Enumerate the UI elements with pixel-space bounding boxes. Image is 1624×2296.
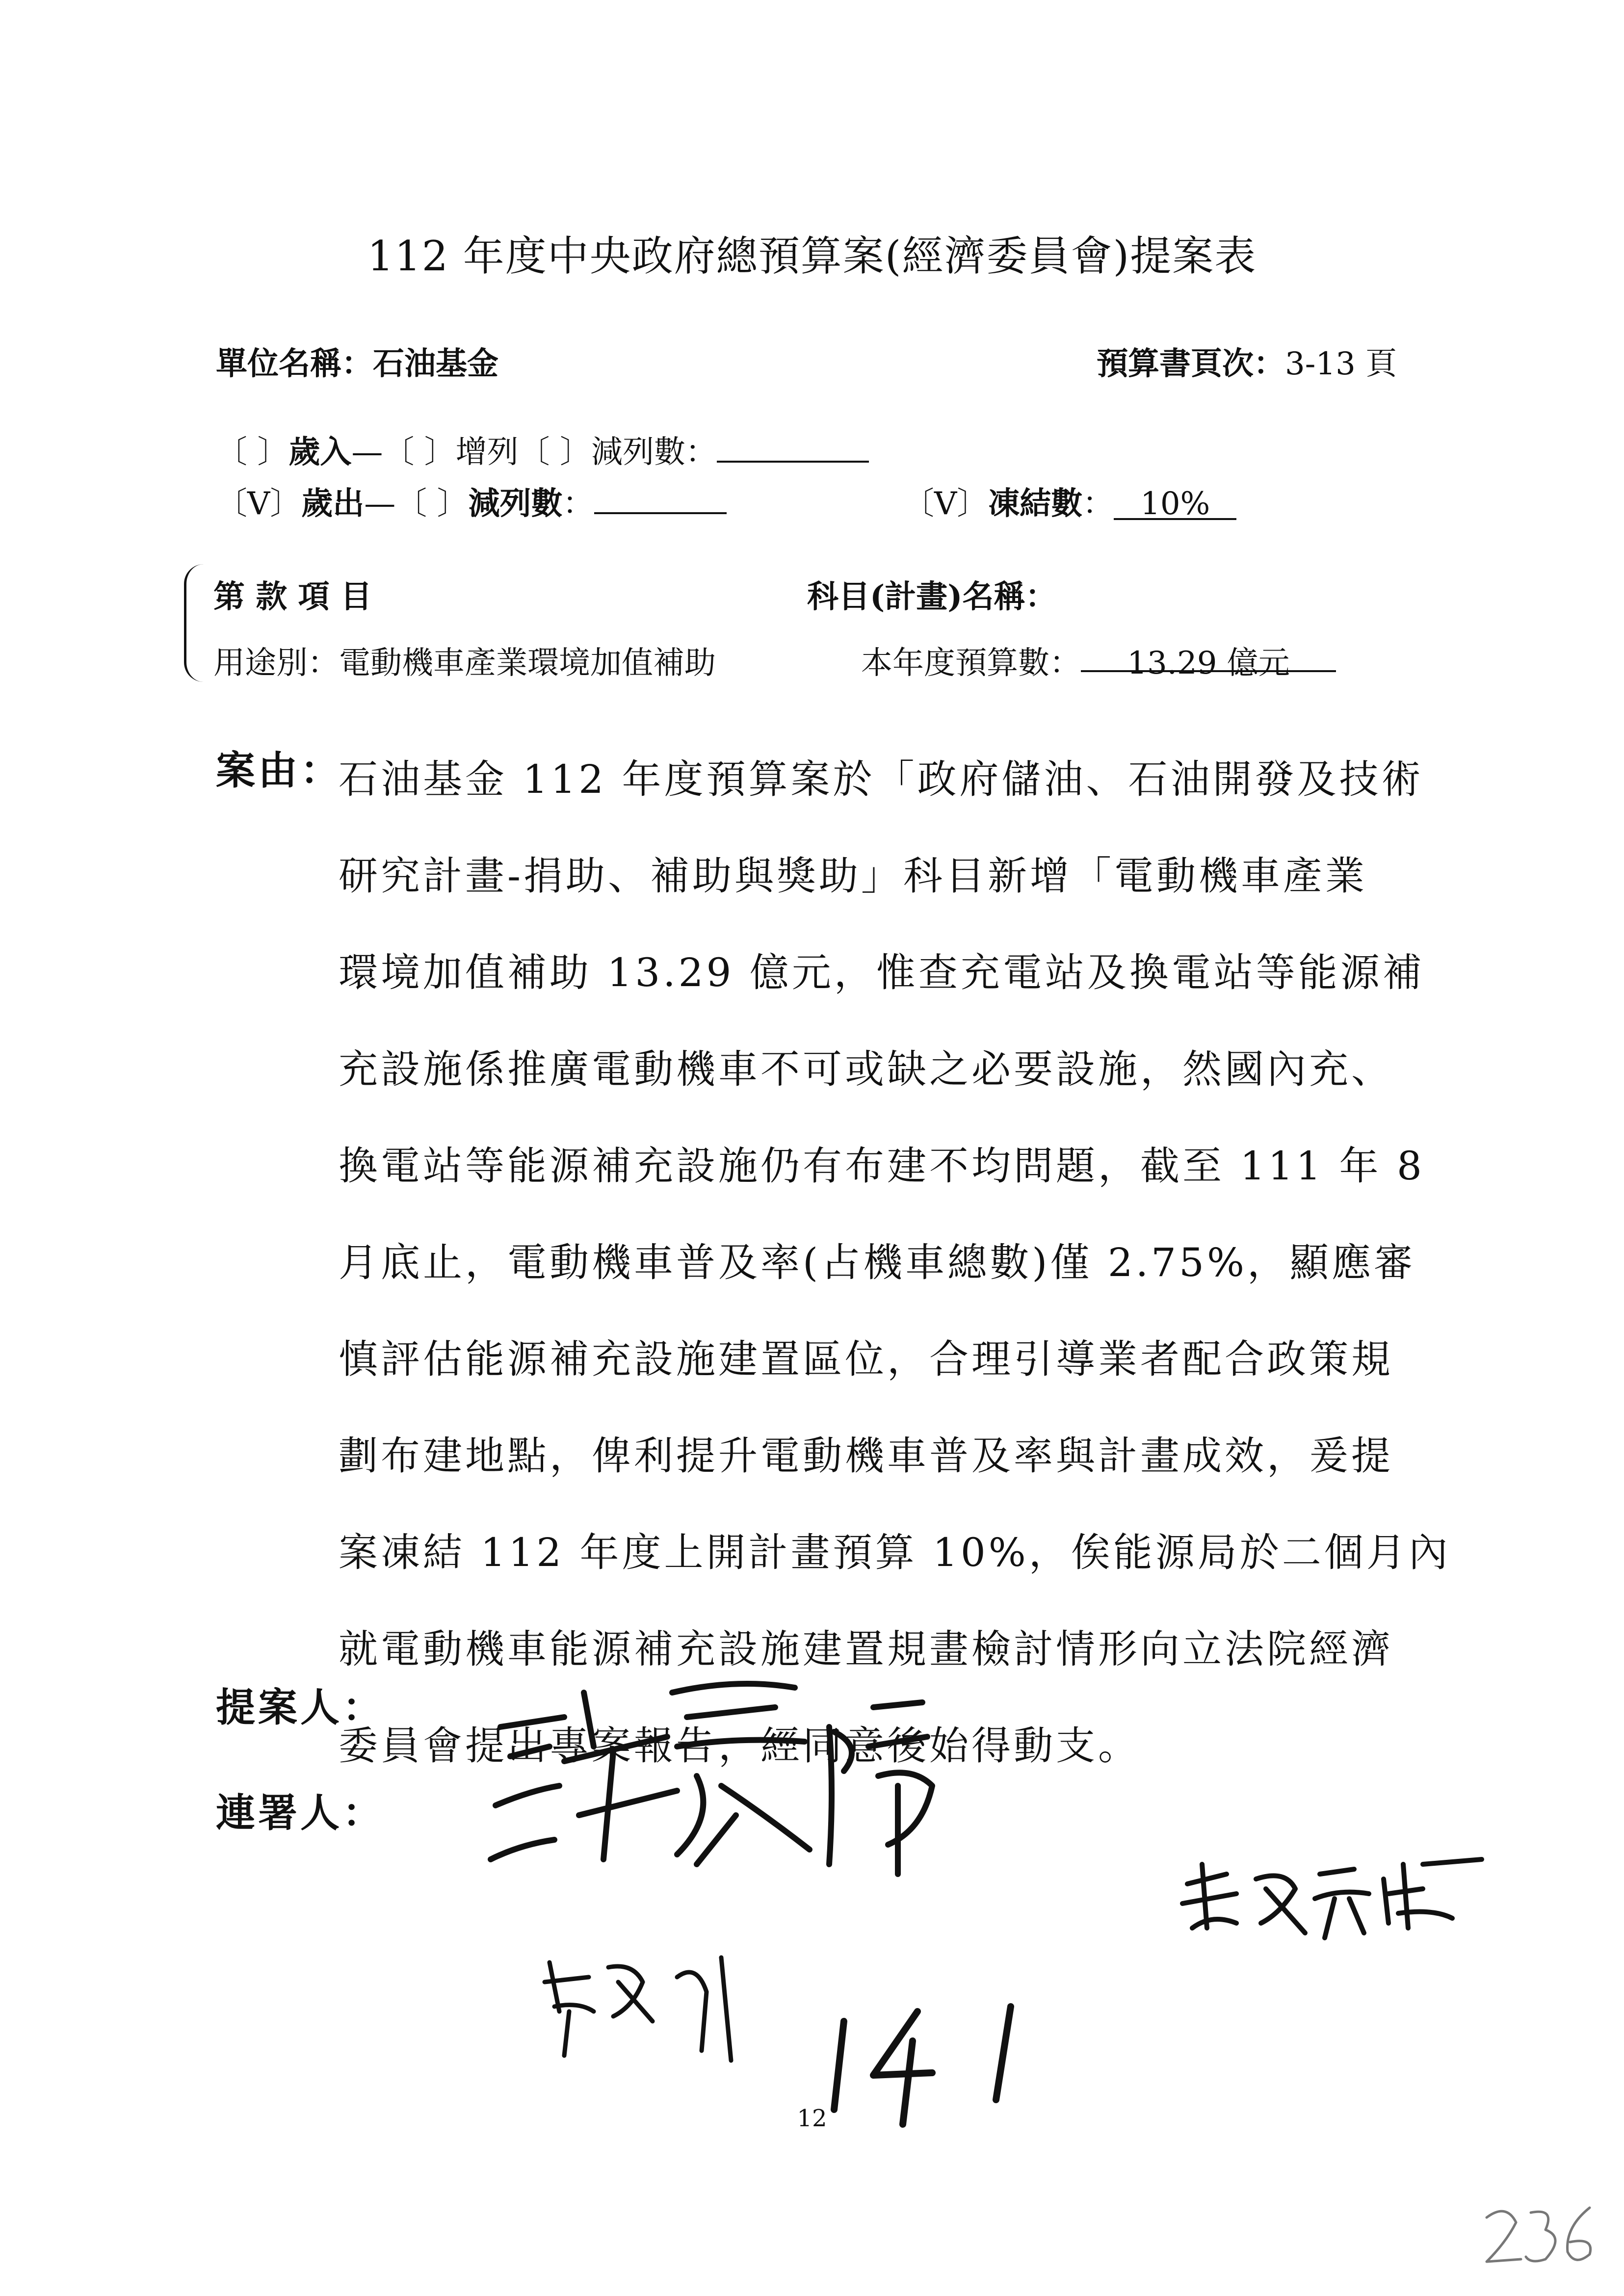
revenue-label: 歲入: [288, 434, 352, 470]
budget-page-label: 預算書頁次：: [1097, 345, 1285, 382]
annual-budget-label: 本年度預算數：: [861, 645, 1081, 681]
freeze-value: 10%: [1114, 486, 1236, 520]
budget-page-value: 3-13 頁: [1285, 346, 1397, 382]
signature-lower-left: [545, 1957, 731, 2061]
reason-line: 就電動機車能源補充設施建置規畫檢討情形向立法院經濟: [339, 1626, 1393, 1672]
subject-label: 科目(計畫)名稱：: [807, 578, 1057, 615]
page-number: 12: [797, 2105, 827, 2132]
corner-number-text: [1487, 2208, 1599, 2267]
reduce-checkbox: —〔 〕: [364, 486, 469, 522]
proposer-label: 提案人：: [216, 1684, 385, 1730]
reason-line: 研究計畫-捐助、補助與獎助」科目新增「電動機車產業: [339, 853, 1368, 899]
items-label: 第 款 項 目: [213, 578, 372, 615]
document-title: 112 年度中央政府總預算案(經濟委員會)提案表: [367, 232, 1257, 280]
usage-label: 用途別：電動機車產業環境加值補助: [213, 645, 716, 681]
reason-line: 石油基金 112 年度預算案於「政府儲油、石油開發及技術: [339, 757, 1424, 802]
unit-value: 石油基金: [373, 345, 498, 382]
freeze-checkbox: 〔V〕: [903, 486, 989, 522]
expenditure-checkbox: 〔V〕: [216, 486, 302, 522]
reason-line: 案凍結 112 年度上開計畫預算 10%，俟能源局於二個月內: [339, 1530, 1451, 1575]
annual-budget-value: 13.29 億元: [1081, 638, 1336, 672]
unit-label: 單位名稱：: [216, 345, 373, 382]
reason-line: 換電站等能源補充設施仍有布建不均問題，截至 111 年 8: [339, 1143, 1425, 1189]
reduce-colon: ：: [562, 486, 594, 522]
signature-main: [491, 1684, 932, 1874]
freeze-label: 凍結數: [988, 485, 1083, 522]
cosigner-label: 連署人：: [216, 1790, 385, 1836]
reason-line: 環境加值補助 13.29 億元，惟查充電站及換電站等能源補: [339, 950, 1425, 995]
freeze-colon: ：: [1082, 486, 1114, 522]
reason-line: 委員會提出專案報告，經同意後始得動支。: [339, 1723, 1140, 1769]
reason-line: 月底止，電動機車普及率(占機車總數)僅 2.75%，顯應審: [339, 1240, 1416, 1285]
expenditure-label: 歲出: [301, 485, 365, 522]
signature-right: [1182, 1859, 1482, 1938]
reduce-label: 減列數: [468, 485, 563, 522]
revenue-checkbox: 〔 〕: [216, 434, 289, 470]
reason-line: 充設施係推廣電動機車不可或缺之必要設施，然國內充、: [339, 1046, 1393, 1092]
reason-line: 慎評估能源補充設施建置區位，合理引導業者配合政策規: [339, 1336, 1393, 1382]
reason-line: 劃布建地點，俾利提升電動機車普及率與計畫成效，爰提: [339, 1433, 1393, 1479]
revenue-options: —〔 〕增列〔 〕減列數：: [351, 434, 717, 470]
reason-label: 案由：: [216, 747, 342, 793]
